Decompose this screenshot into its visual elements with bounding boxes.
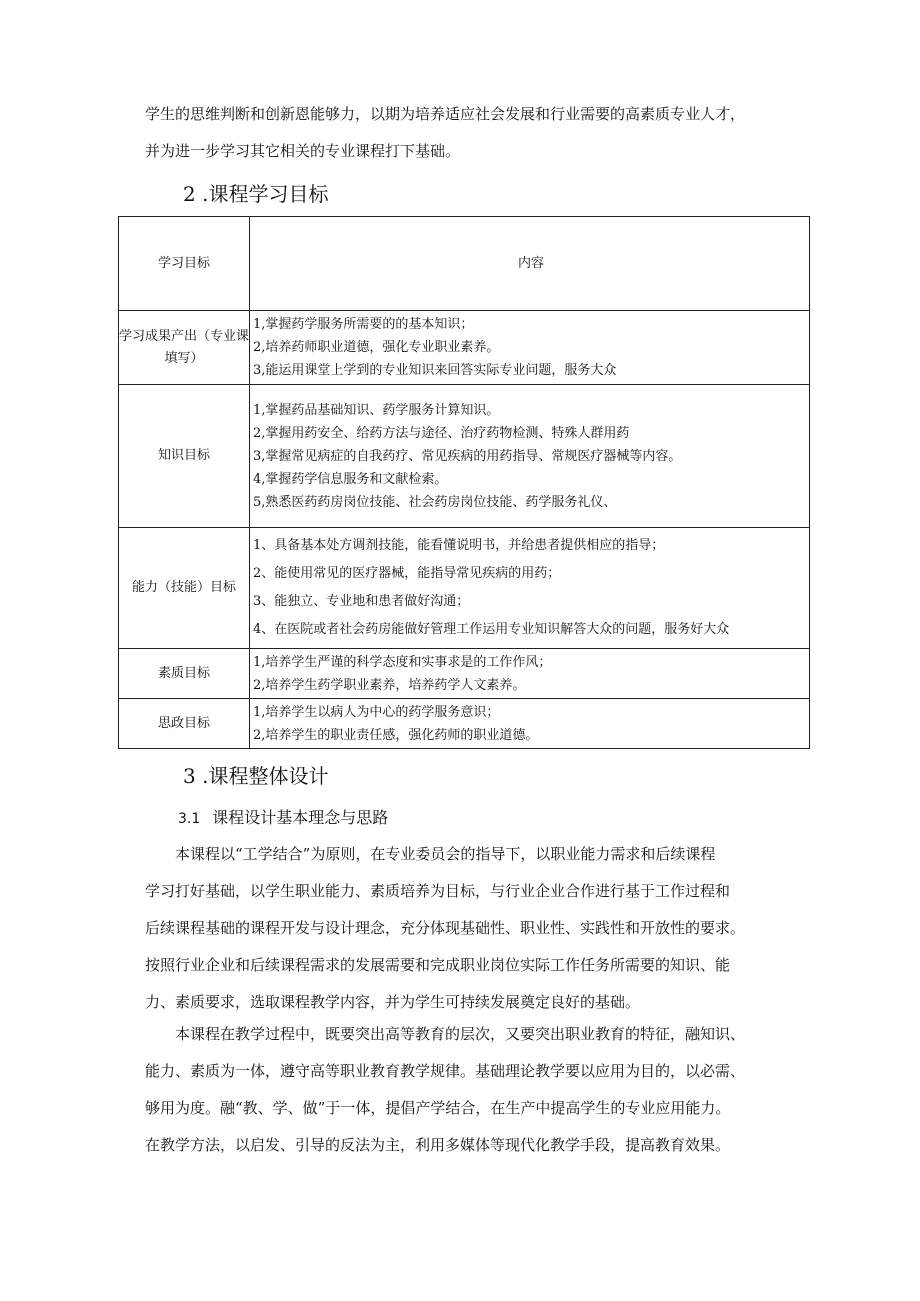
content-line: 3,能运用课堂上学到的专业知识来回答实际专业问题，服务大众 — [253, 363, 617, 378]
content-line: 5,熟悉医药药房岗位技能、社会药房岗位技能、药学服务礼仪、 — [253, 494, 617, 510]
content-line: 1,掌握药品基础知识、药学服务计算知识。 — [253, 402, 500, 418]
header-goal-cell: 学习目标 — [119, 217, 250, 311]
paragraph-line: 学习打好基础，以学生职业能力、素质培养为目标，与行业企业合作进行基于工作过程和 — [145, 882, 731, 900]
section-3-heading: 3 .课程整体设计 — [183, 764, 329, 788]
subsection-number: 3.1 — [178, 811, 201, 827]
design-paragraph-1 — [145, 836, 825, 1021]
table-row — [119, 385, 810, 528]
paragraph-line: 按照行业企业和后续课程需求的发展需要和完成职业岗位实际工作任务所需要的知识、能 — [145, 956, 731, 974]
paragraph-line: 本课程以“工学结合”为原则，在专业委员会的指导下，以职业能力需求和后续课程 — [175, 845, 716, 863]
content-line: 1,掌握药学服务所需要的的基本知识； — [253, 317, 474, 332]
paragraph-line: 力、素质要求，选取课程教学内容，并为学生可持续发展奠定良好的基础。 — [145, 993, 641, 1011]
row-content-ability — [250, 528, 810, 649]
content-line: 2,培养学生药学职业素养，培养药学人文素养。 — [253, 677, 526, 693]
intro-line-2: 并为进一步学习其它相关的专业课程打下基础。 — [145, 142, 461, 160]
intro-paragraph — [145, 96, 825, 170]
paragraph-line: 后续课程基础的课程开发与设计理念，充分体现基础性、职业性、实践性和开放性的要求。 — [145, 919, 746, 937]
content-line: 1,培养学生以病人为中心的药学服务意识； — [253, 704, 500, 720]
content-line: 1,培养学生严谨的科学态度和实事求是的工作作风； — [253, 654, 552, 670]
content-line: 1、具备基本处方调剂技能，能看懂说明书，并给患者提供相应的指导； — [253, 538, 665, 553]
design-paragraph-2 — [145, 1016, 825, 1164]
content-line: 2,掌握用药安全、给药方法与途径、治疗药物检测、特殊人群用药 — [253, 425, 630, 441]
content-line: 3、能独立、专业地和患者做好沟通； — [253, 594, 470, 609]
row-content-quality — [250, 649, 810, 699]
paragraph-line: 在教学方法，以启发、引导的反法为主，利用多媒体等现代化教学手段，提高教育效果。 — [145, 1136, 731, 1154]
table-row — [119, 528, 810, 649]
row-content-outcome — [250, 311, 810, 385]
content-line: 3,掌握常见病症的自我药疗、常见疾病的用药指导、常规医疗器械等内容。 — [253, 448, 682, 464]
content-line: 2,培养药师职业道德，强化专业职业素养。 — [253, 340, 500, 355]
subsection-3-1-heading — [178, 805, 388, 828]
table-row — [119, 649, 810, 699]
paragraph-line: 能力、素质为一体，遵守高等职业教育教学规律。基础理论教学要以应用为目的，以必需、 — [145, 1062, 746, 1080]
table-header-row — [119, 217, 810, 311]
row-label-ideology: 思政目标 — [119, 699, 250, 749]
section-2-heading: 2 .课程学习目标 — [183, 182, 329, 206]
row-label-knowledge: 知识目标 — [119, 385, 250, 528]
paragraph-line: 本课程在教学过程中，既要突出高等教育的层次，又要突出职业教育的特征，融知识、 — [175, 1025, 746, 1043]
subsection-title: 课程设计基本理念与思路 — [212, 808, 389, 827]
row-label-ability: 能力（技能）目标 — [119, 528, 250, 649]
table-row — [119, 699, 810, 749]
paragraph-line: 够用为度。融“教、学、做”于一体，提倡产学结合，在生产中提高学生的专业应用能力。 — [145, 1099, 731, 1117]
table-row — [119, 311, 810, 385]
intro-line-1: 学生的思维判断和创新恩能够力，以期为培养适应社会发展和行业需要的高素质专业人才， — [145, 105, 746, 123]
content-line: 4、在医院或者社会药房能做好管理工作运用专业知识解答大众的问题，服务好大众 — [253, 622, 730, 637]
content-line: 2,培养学生的职业责任感，强化药师的职业道德。 — [253, 727, 539, 743]
row-content-ideology — [250, 699, 810, 749]
header-content-cell: 内容 — [250, 217, 810, 311]
row-label-quality: 素质目标 — [119, 649, 250, 699]
content-line: 2、能使用常见的医疗器械，能指导常见疾病的用药； — [253, 566, 561, 581]
content-line: 4,掌握药学信息服务和文献检索。 — [253, 471, 448, 487]
learning-goals-table — [118, 216, 810, 749]
row-label-outcome: 学习成果产出（专业课填写） — [119, 311, 250, 385]
row-content-knowledge — [250, 385, 810, 528]
